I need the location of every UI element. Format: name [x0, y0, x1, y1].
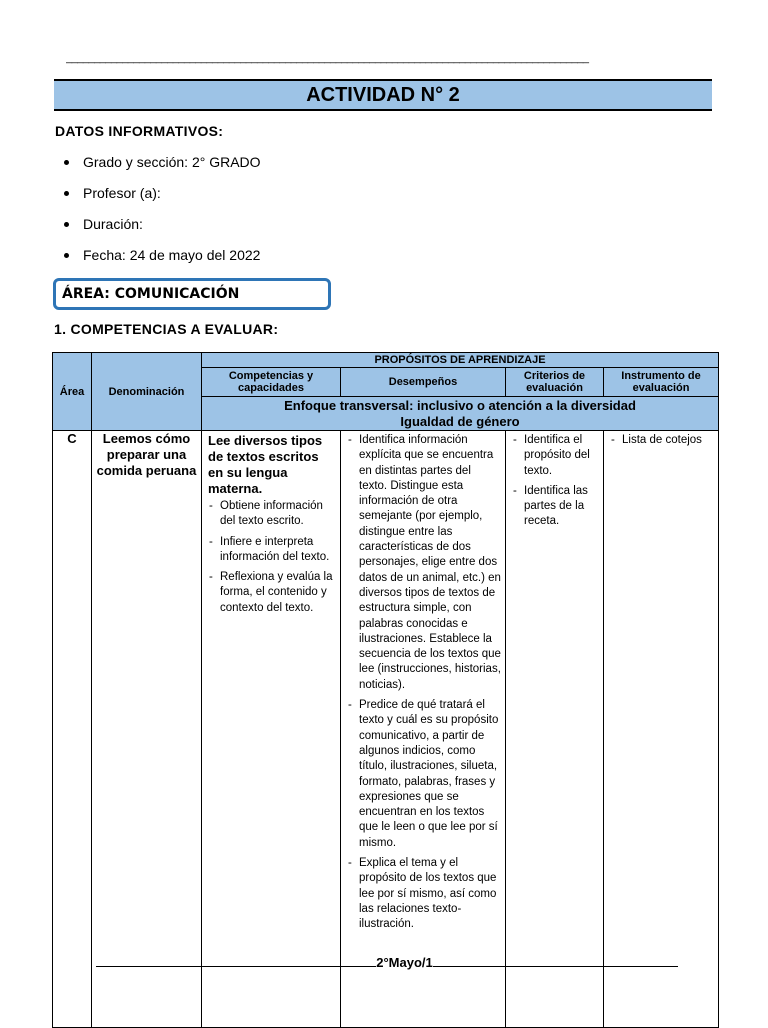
instrumento-list [604, 433, 718, 448]
header-instrumento: Instrumento de evaluación [604, 368, 719, 397]
footer-label: 2°Mayo/1 [376, 955, 433, 970]
header-enfoque [202, 397, 719, 431]
list-item: Profesor (a): [55, 175, 261, 206]
list-item: - Identifica información explícita que se encuentra en distintas partes del texto. Distingue esta información de otra semejante (por ejemplo, distingue entre las características de dos personajes, elige entre dos datos de un animal, etc.) en diversos tipos de textos de estructura simple, con palabras conocidas e ilustraciones. Establece la secuencia de los textos que lee (instrucciones, historias, noticias). [341, 433, 505, 693]
top-rule: _____________________________________________________________________________________________ [66, 52, 589, 64]
header-criterios: Criterios de evaluación [506, 368, 604, 397]
cell-instrumento [604, 431, 719, 1028]
datos-list [55, 144, 261, 268]
footer-line-left [96, 955, 376, 967]
list-item: Grado y sección: 2° GRADO [55, 144, 261, 175]
list-item: - Predice de qué tratará el texto y cuál es su propósito comunicativo, a partir de algunos indicios, como título, ilustraciones, silueta, formato, palabras, frases y expresiones que se encuentran en los textos que le leen o que lee por sí mismo. [341, 698, 505, 851]
header-competencias: Competencias y capacidades [202, 368, 341, 397]
list-item: Duración: [55, 206, 261, 237]
competencia-title: Lee diversos tipos de textos escritos en su lengua materna. [208, 433, 323, 496]
activity-title: ACTIVIDAD N° 2 [54, 79, 712, 111]
section-title: 1. COMPETENCIAS A EVALUAR: [54, 321, 279, 337]
capacidades-list [202, 499, 340, 616]
datos-heading: DATOS INFORMATIVOS: [55, 123, 224, 139]
enfoque-line-1: Enfoque transversal: inclusivo o atención a la diversidad [284, 397, 636, 413]
list-item: Fecha: 24 de mayo del 2022 [55, 237, 261, 268]
header-area: Área [53, 353, 92, 431]
cell-desempenos [341, 431, 506, 1028]
cell-denominacion: Leemos cómo preparar una comida peruana [92, 431, 202, 1028]
header-desempenos: Desempeños [341, 368, 506, 397]
page-footer [92, 955, 682, 970]
criterios-list [506, 433, 603, 530]
desempenos-list [341, 433, 505, 933]
list-item: - Identifica las partes de la receta. [506, 484, 603, 530]
header-denominacion: Denominación [92, 353, 202, 431]
list-item: - Infiere e interpreta información del texto. [202, 535, 340, 566]
cell-area: C [53, 431, 92, 1028]
area-box: ÁREA: COMUNICACIÓN [53, 278, 331, 310]
competencias-table [52, 352, 719, 1028]
header-propositos: PROPÓSITOS DE APRENDIZAJE [202, 353, 719, 368]
list-item: - Explica el tema y el propósito de los textos que lee por sí mismo, así como las relaciones texto-ilustración. [341, 856, 505, 932]
footer-line-right [433, 955, 678, 967]
enfoque-line-2: Igualdad de género [400, 413, 520, 429]
list-item: - Reflexiona y evalúa la forma, el contenido y contexto del texto. [202, 570, 340, 616]
cell-competencias [202, 431, 341, 1028]
list-item: - Lista de cotejos [604, 433, 718, 448]
list-item: - Obtiene información del texto escrito. [202, 499, 340, 530]
list-item: - Identifica el propósito del texto. [506, 433, 603, 479]
cell-criterios [506, 431, 604, 1028]
